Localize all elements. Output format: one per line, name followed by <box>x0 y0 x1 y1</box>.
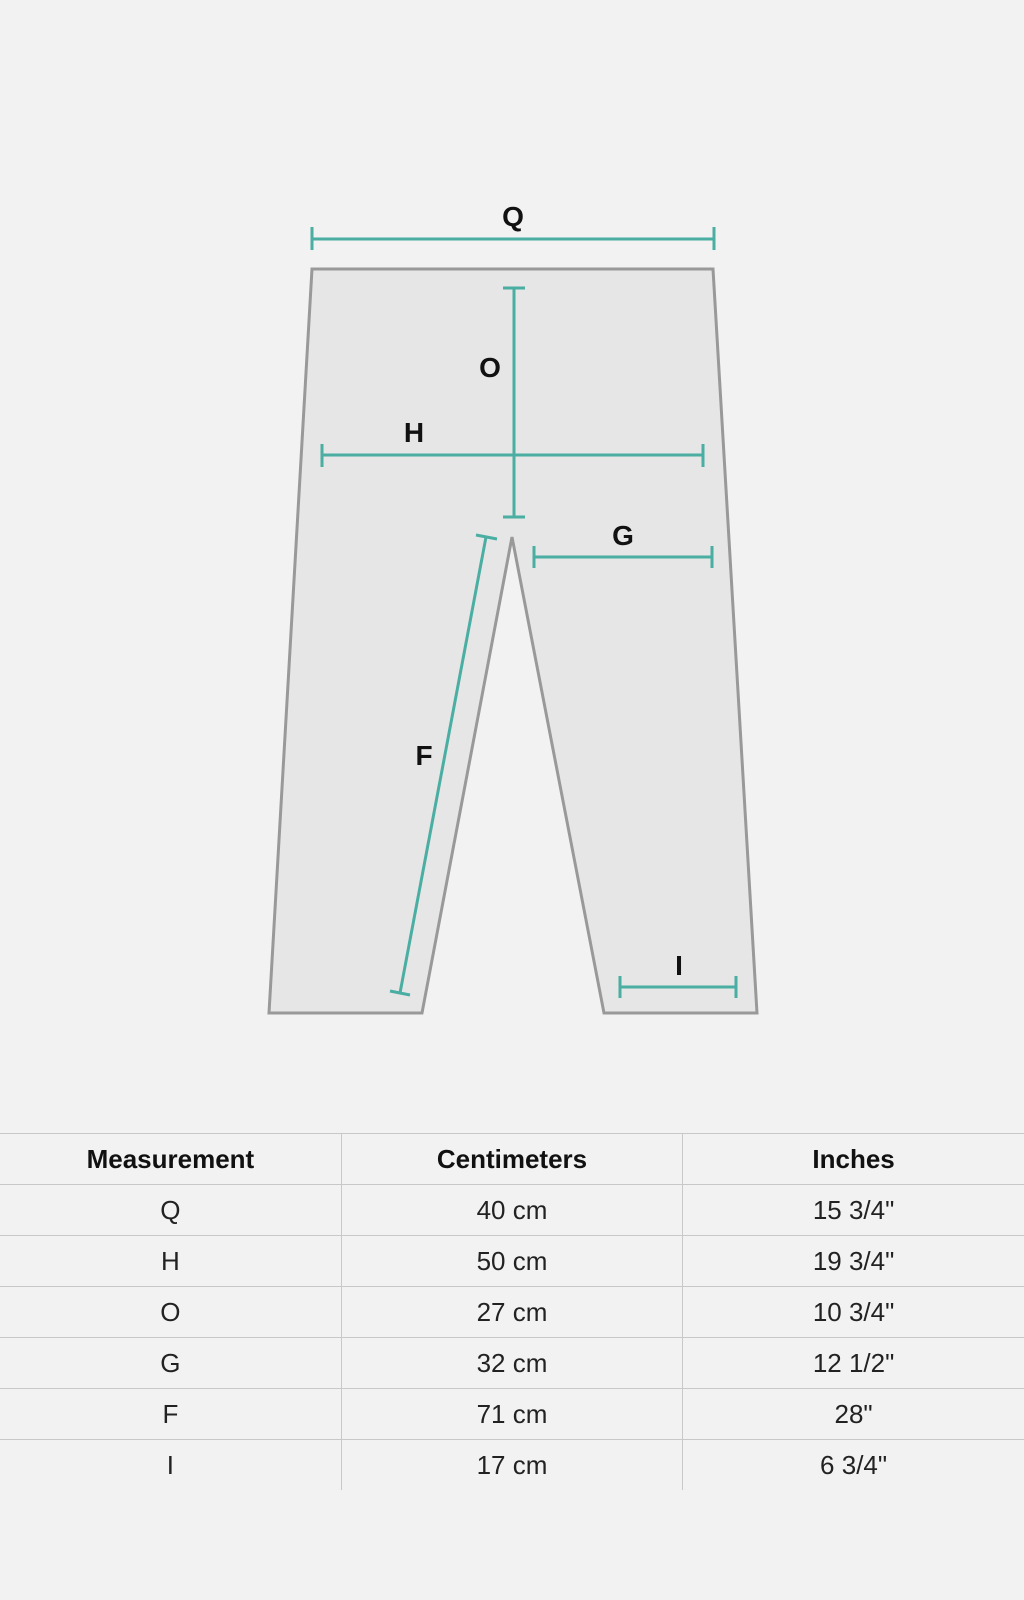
label-o: O <box>479 352 501 383</box>
label-f: F <box>415 740 433 771</box>
cell-inches: 6 3/4" <box>683 1440 1024 1491</box>
label-g: G <box>612 520 634 551</box>
size-chart-table <box>0 1133 1024 1490</box>
table-row <box>0 1440 1024 1491</box>
cell-inches: 12 1/2" <box>683 1338 1024 1389</box>
table-row <box>0 1287 1024 1338</box>
header-centimeters: Centimeters <box>341 1134 682 1185</box>
cell-measurement: H <box>0 1236 341 1287</box>
cell-measurement: Q <box>0 1185 341 1236</box>
cell-centimeters: 40 cm <box>341 1185 682 1236</box>
table-row <box>0 1389 1024 1440</box>
cell-centimeters: 50 cm <box>341 1236 682 1287</box>
table-row <box>0 1338 1024 1389</box>
cell-measurement: G <box>0 1338 341 1389</box>
table-row <box>0 1236 1024 1287</box>
cell-inches: 10 3/4" <box>683 1287 1024 1338</box>
label-h: H <box>403 417 425 448</box>
label-i: I <box>675 950 683 981</box>
cell-centimeters: 27 cm <box>341 1287 682 1338</box>
cell-inches: 15 3/4" <box>683 1185 1024 1236</box>
cell-inches: 19 3/4" <box>683 1236 1024 1287</box>
cell-measurement: F <box>0 1389 341 1440</box>
cell-measurement: O <box>0 1287 341 1338</box>
header-inches: Inches <box>683 1134 1024 1185</box>
cell-centimeters: 71 cm <box>341 1389 682 1440</box>
cell-centimeters: 17 cm <box>341 1440 682 1491</box>
cell-inches: 28" <box>683 1389 1024 1440</box>
cell-centimeters: 32 cm <box>341 1338 682 1389</box>
header-measurement: Measurement <box>0 1134 341 1185</box>
table-header-row <box>0 1134 1024 1185</box>
label-q: Q <box>502 201 524 232</box>
table-row <box>0 1185 1024 1236</box>
cell-measurement: I <box>0 1440 341 1491</box>
